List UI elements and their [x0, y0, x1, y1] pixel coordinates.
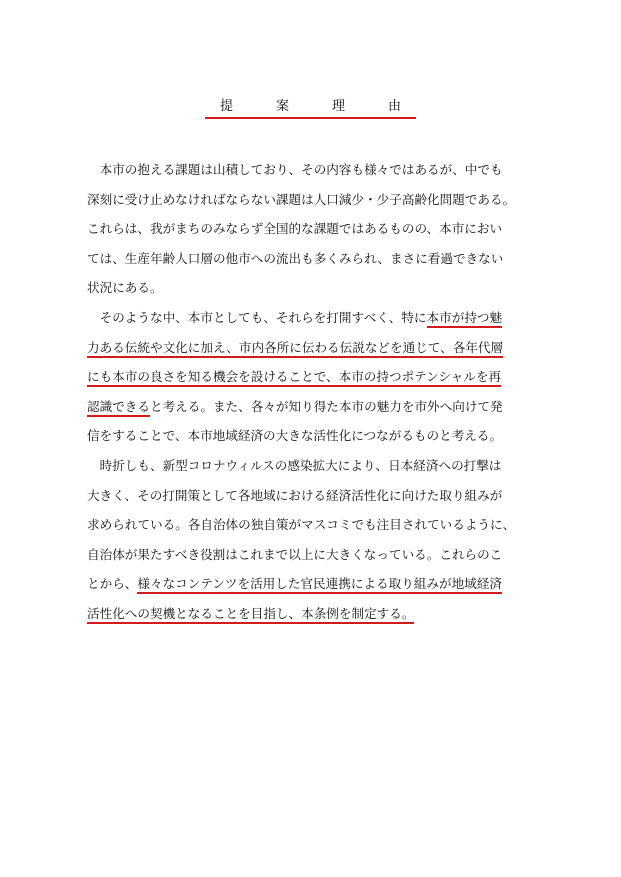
text-line: [87, 569, 515, 599]
underlined-text: 認識できる: [87, 399, 150, 417]
title-area: [0, 95, 621, 119]
body-text: [87, 155, 515, 629]
underlined-text: にも本市の良さを知る機会を設けることで、本市の持つポテンシャルを再: [87, 369, 501, 387]
text-line: [87, 451, 515, 481]
text-line: [87, 510, 515, 540]
text-segment: 信をすることで、本市地域経済の大きな活性化につながるものと考える。: [87, 428, 503, 444]
text-line: [87, 421, 515, 451]
text-segment: 本市の抱える課題は山積しており、その内容も様々ではあるが、中でも: [87, 162, 503, 177]
underlined-text: 本市が持つ魅: [427, 310, 503, 328]
text-segment: 深刻に受け止めなければならない課題は人口減少・少子高齢化問題である。: [87, 191, 516, 207]
text-line: [87, 303, 515, 333]
underlined-text: 力ある伝統や文化に加え、市内各所に伝わる伝説などを通じて、各年代層: [87, 340, 503, 358]
text-line: [87, 392, 515, 422]
text-segment: 求められている。各自治体の独自策がマスコミでも注目されているように、: [87, 517, 516, 533]
text-segment: これらは、我がまちのみならず全国的な課題ではあるものの、本市におい: [87, 221, 503, 237]
text-line: [87, 155, 515, 185]
text-segment: そのような中、本市としても、それらを打開すべく、特に: [87, 309, 427, 325]
text-segment: とから、: [87, 576, 138, 592]
text-line: [87, 481, 515, 511]
page-title: 提 案 理 由: [205, 95, 416, 119]
text-segment: 大きく、その打開策として各地域における経済活性化に向けた取り組みが: [87, 487, 503, 503]
underlined-text: 様々なコンテンツを活用した官民連携による取り組みが地域経済: [137, 576, 502, 594]
text-line: [87, 273, 515, 303]
text-segment: 状況にある。: [87, 280, 163, 296]
text-line: [87, 599, 515, 629]
text-line: [87, 362, 515, 392]
text-segment: ては、生産年齢人口層の他市への流出も多くみられ、まさに看過できない: [87, 250, 504, 266]
text-line: [87, 185, 515, 215]
text-line: [87, 214, 515, 244]
text-segment: 自治体が果たすべき役割はこれまで以上に大きくなっている。これらのこ: [87, 546, 503, 562]
text-segment: と考える。また、各々が知り得た本市の魅力を市外へ向けて発: [149, 398, 503, 414]
text-segment: 時折しも、新型コロナウィルスの感染拡大により、日本経済への打撃は: [87, 457, 502, 473]
underlined-text: 活性化への契機となることを目指し、本条例を制定する。: [87, 606, 414, 624]
text-line: [87, 244, 515, 274]
text-line: [87, 333, 515, 363]
text-line: [87, 540, 515, 570]
